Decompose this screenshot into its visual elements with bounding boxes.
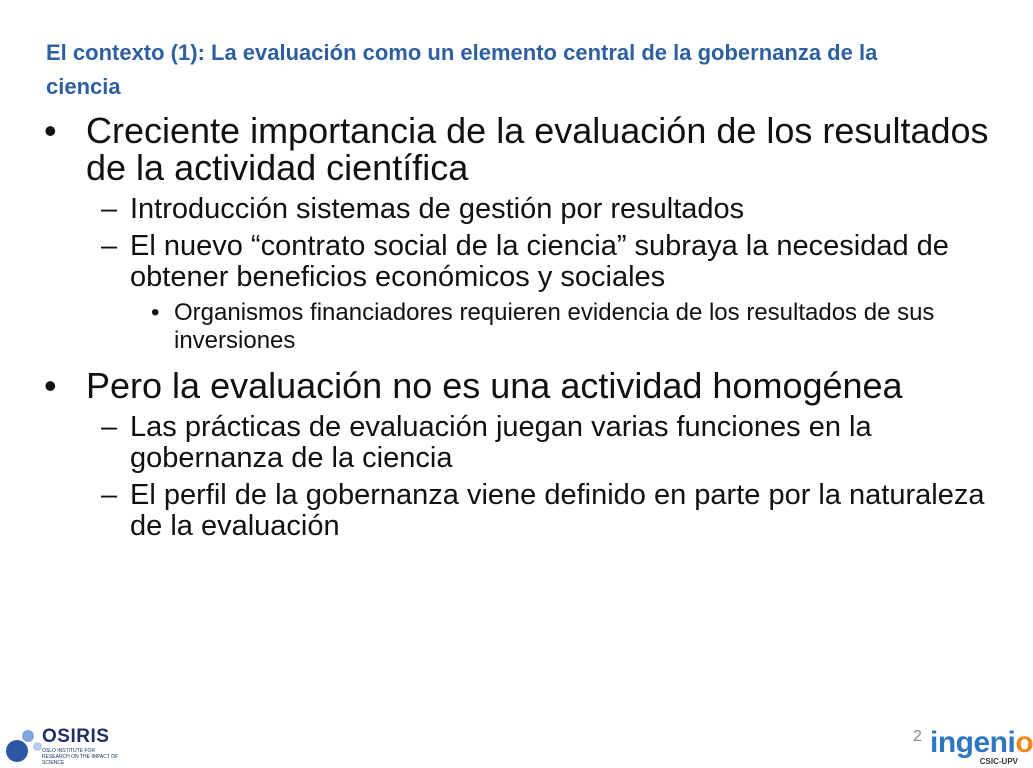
sub-bullet-item bbox=[0, 231, 1024, 293]
blue-dots-icon bbox=[6, 728, 40, 762]
bullet-text: Creciente importancia de la evaluación de los resultados de la actividad científica bbox=[86, 110, 989, 188]
sub-sub-bullet-text: Organismos financiadores requieren evidencia de los resultados de sus inversiones bbox=[174, 299, 935, 354]
dash-marker: – bbox=[101, 230, 118, 262]
sub-bullet-text: Las prácticas de evaluación juegan varias funciones en la gobernanza de la ciencia bbox=[130, 411, 872, 474]
bullet-text: Pero la evaluación no es una actividad homogénea bbox=[86, 365, 903, 406]
dash-marker: – bbox=[101, 411, 118, 443]
osiris-logo-subtitle: OSLO INSTITUTE FOR RESEARCH ON THE IMPACT OF SCIENCE bbox=[42, 748, 119, 766]
sub-bullet-text: El perfil de la gobernanza viene definido en parte por la naturaleza de la evaluación bbox=[130, 479, 985, 542]
ingenio-logo bbox=[930, 726, 1033, 768]
slide-body bbox=[0, 112, 1024, 548]
dash-marker: – bbox=[101, 193, 118, 225]
sub-bullet-item bbox=[0, 480, 1024, 542]
dash-marker: – bbox=[101, 479, 118, 511]
bullet-item bbox=[0, 367, 1024, 404]
sub-bullet-item bbox=[0, 194, 1024, 225]
ingenio-logo-subtitle: CSIC-UPV bbox=[979, 757, 1018, 766]
bullet-marker: • bbox=[44, 365, 57, 406]
sub-sub-bullet-item bbox=[0, 299, 1024, 355]
osiris-logo-name: OSIRIS bbox=[42, 726, 110, 747]
page-number: 2 bbox=[913, 728, 922, 745]
slide-title: El contexto (1): La evaluación como un elemento central de la gobernanza de la ciencia bbox=[46, 40, 878, 99]
bullet-item bbox=[0, 112, 1024, 186]
osiris-logo bbox=[6, 722, 119, 766]
ingenio-logo-name: ingenio bbox=[930, 726, 1033, 759]
sub-bullet-text: Introducción sistemas de gestión por resultados bbox=[130, 193, 745, 225]
bullet-marker: • bbox=[151, 299, 160, 326]
sub-bullet-text: El nuevo “contrato social de la ciencia” subraya la necesidad de obtener beneficios económicos y sociales bbox=[130, 230, 949, 293]
sub-bullet-item bbox=[0, 412, 1024, 474]
bullet-marker: • bbox=[44, 110, 57, 151]
